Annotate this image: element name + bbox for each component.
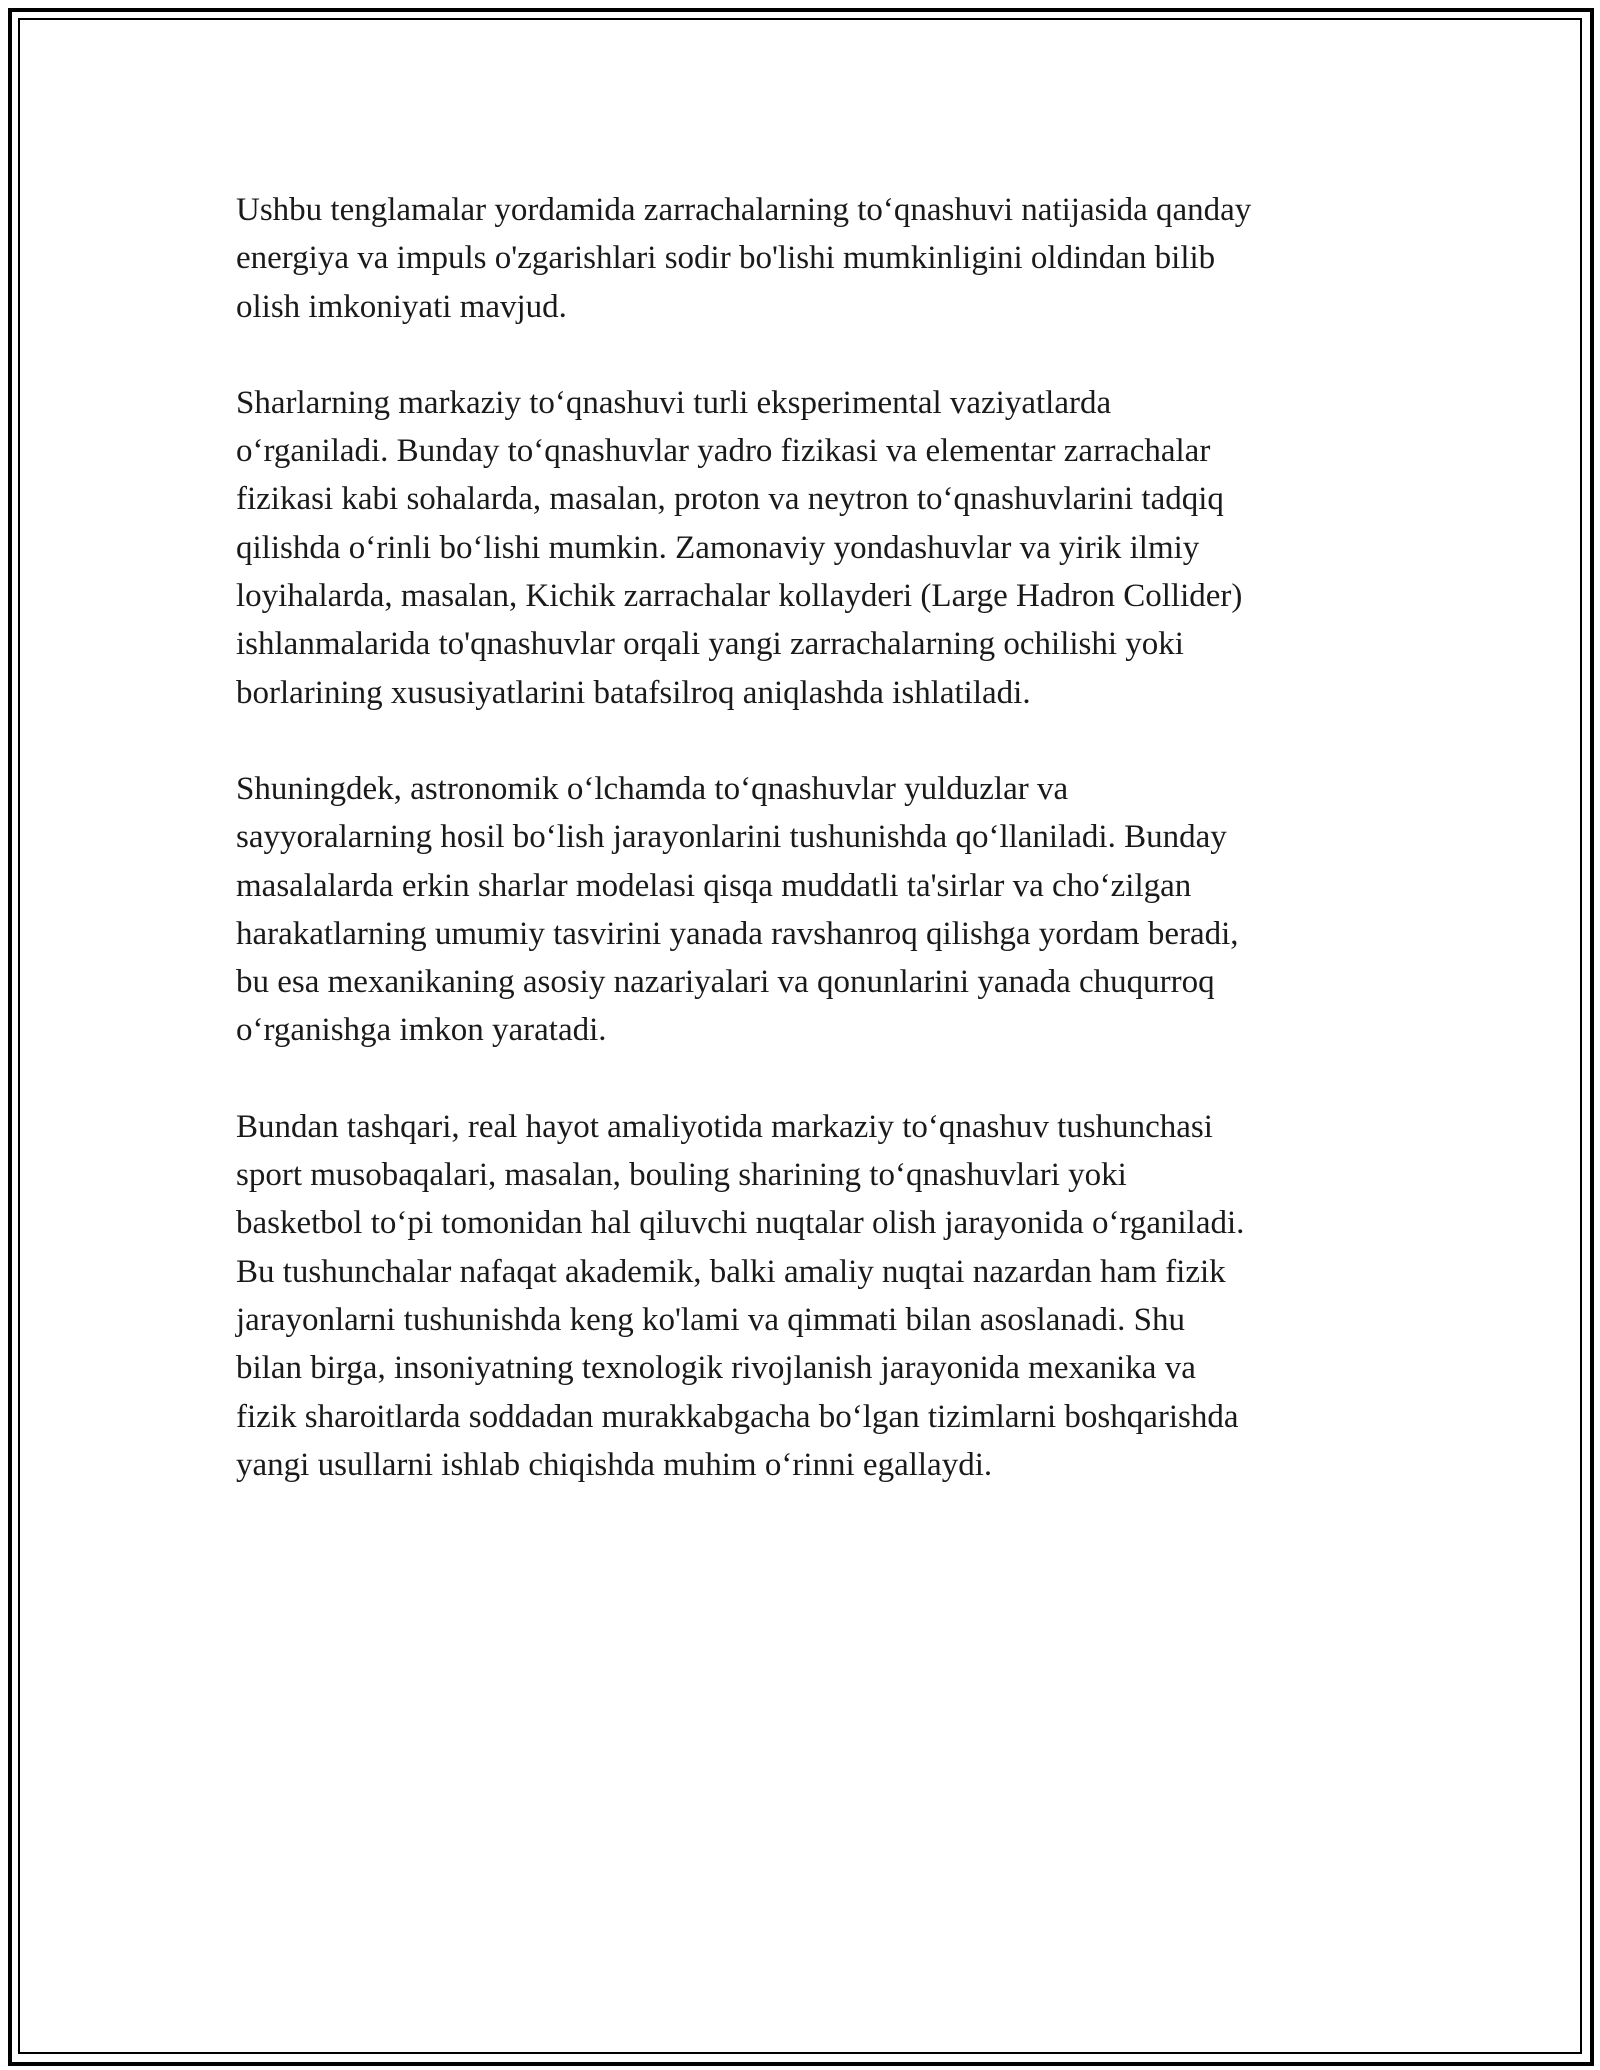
text-line: fizikasi kabi sohalarda, masalan, proton va neytron to‘qnashuvlarini tadqiq bbox=[236, 481, 1224, 518]
text-line: yangi usullarni ishlab chiqishda muhim o‘rinni egallaydi. bbox=[236, 1446, 993, 1483]
text-line: masalalarda erkin sharlar modelasi qisqa muddatli ta'sirlar va cho‘zilgan bbox=[236, 867, 1192, 904]
document-body bbox=[236, 186, 1366, 1537]
text-line: sayyoralarning hosil bo‘lish jarayonlarini tushunishda qo‘llaniladi. Bunday bbox=[236, 819, 1227, 856]
text-line: energiya va impuls o'zgarishlari sodir bo'lishi mumkinligini oldindan bilib bbox=[236, 240, 1216, 277]
text-line: Ushbu tenglamalar yordamida zarrachalarning to‘qnashuvi natijasida qanday bbox=[236, 192, 1252, 228]
text-line: borlarining xususiyatlarini batafsilroq aniqlashda ishlatiladi. bbox=[236, 674, 1031, 711]
text-line: Bundan tashqari, real hayot amaliyotida markaziy to‘qnashuv tushunchasi bbox=[236, 1108, 1213, 1145]
text-line: o‘rganiladi. Bunday to‘qnashuvlar yadro fizikasi va elementar zarrachalar bbox=[236, 433, 1211, 470]
text-line: jarayonlarni tushunishda keng ko'lami va qimmati bilan asoslanadi. Shu bbox=[236, 1301, 1186, 1338]
text-line: ishlanmalarida to'qnashuvlar orqali yangi zarrachalarning ochilishi yoki bbox=[236, 626, 1184, 663]
paragraph-2 bbox=[236, 379, 1366, 717]
text-line: basketbol to‘pi tomonidan hal qiluvchi nuqtalar olish jarayonida o‘rganiladi. bbox=[236, 1205, 1245, 1242]
text-line: fizik sharoitlarda soddadan murakkabgacha bo‘lgan tizimlarni boshqarishda bbox=[236, 1398, 1239, 1435]
text-line: olish imkoniyati mavjud. bbox=[236, 288, 567, 325]
text-line: o‘rganishga imkon yaratadi. bbox=[236, 1012, 607, 1049]
text-line: Bu tushunchalar nafaqat akademik, balki amaliy nuqtai nazardan ham fizik bbox=[236, 1253, 1226, 1290]
paragraph-1 bbox=[236, 186, 1366, 331]
text-line: Sharlarning markaziy to‘qnashuvi turli eksperimental vaziyatlarda bbox=[236, 384, 1112, 421]
text-line: qilishda o‘rinli bo‘lishi mumkin. Zamonaviy yondashuvlar va yirik ilmiy bbox=[236, 529, 1200, 566]
text-line: harakatlarning umumiy tasvirini yanada ravshanroq qilishga yordam beradi, bbox=[236, 915, 1239, 952]
paragraph-3 bbox=[236, 765, 1366, 1055]
text-line: loyihalarda, masalan, Kichik zarrachalar kollayderi (Large Hadron Collider) bbox=[236, 578, 1243, 615]
text-line: bu esa mexanikaning asosiy nazariyalari va qonunlarini yanada chuqurroq bbox=[236, 964, 1215, 1001]
text-line: Shuningdek, astronomik o‘lchamda to‘qnashuvlar yulduzlar va bbox=[236, 770, 1069, 807]
text-line: sport musobaqalari, masalan, bouling sharining to‘qnashuvlari yoki bbox=[236, 1157, 1127, 1194]
paragraph-4 bbox=[236, 1103, 1366, 1489]
text-line: bilan birga, insoniyatning texnologik rivojlanish jarayonida mexanika va bbox=[236, 1350, 1196, 1387]
